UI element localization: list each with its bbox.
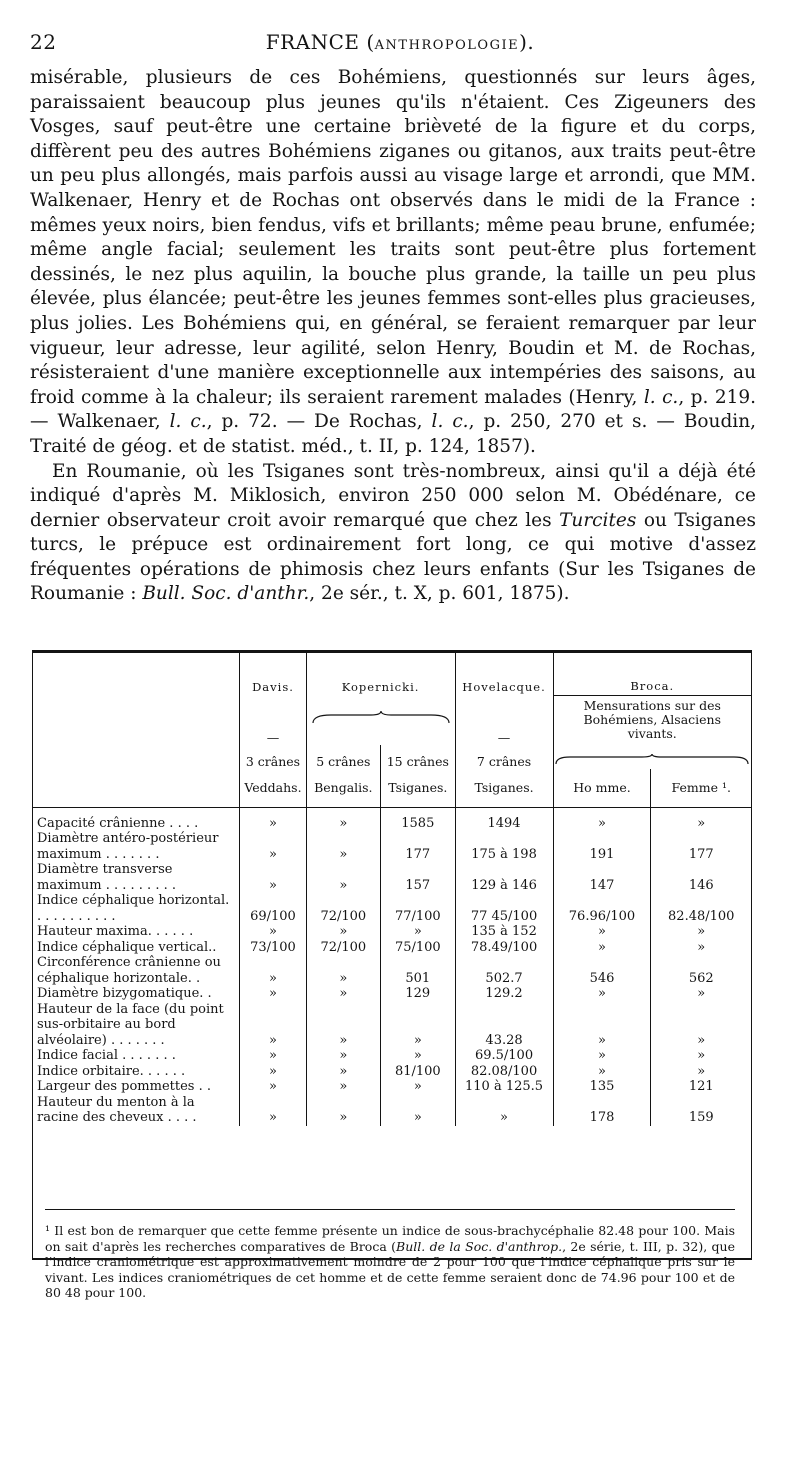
author-broca: Broca. xyxy=(553,653,751,695)
sample-davis: 3 crânes xyxy=(240,745,306,769)
table-cell: » xyxy=(553,940,651,956)
dash-hovelacque: — xyxy=(497,729,511,745)
table-row xyxy=(33,924,751,940)
paragraph-2 xyxy=(30,460,756,608)
table-row xyxy=(33,986,751,1002)
table-cell: » xyxy=(240,1048,306,1064)
paragraph-2-text: , 2e sér., t. X, p. 601, 1875). xyxy=(309,583,570,605)
table-cell: 562 xyxy=(651,955,751,986)
table-cell: 1585 xyxy=(381,807,456,831)
table-cell: 1494 xyxy=(487,815,521,831)
table-cell: 501 xyxy=(381,955,456,986)
author-davis: Davis. xyxy=(240,653,306,695)
table-cell: 191 xyxy=(553,831,651,862)
row-label: Hauteur du menton à la racine des cheveux . . . . xyxy=(37,1094,197,1125)
table-cell: 178 xyxy=(553,1095,651,1126)
italic-turcites: Turcites xyxy=(559,509,637,531)
table-cell: 69/100 xyxy=(240,893,306,924)
table-cell: » xyxy=(240,1002,306,1049)
table-cell: » xyxy=(553,986,651,1002)
table-cell: » xyxy=(240,1064,306,1080)
table-cell: » xyxy=(240,807,306,831)
table-row xyxy=(33,893,751,924)
table-cell: » xyxy=(651,1048,751,1064)
table-cell: » xyxy=(240,924,306,940)
paragraph-1-text: misérable, plusieurs de ces Bohémiens, questionnés sur leurs âges, paraissaient beaucoup plus jeunes qu'ils n'étaient. Ces Zigeuners des Vosges, sauf peut-être une certaine brièveté de la figure et du corps, diffèrent peu des autres Bohémiens ziganes ou gitanos, aux traits peut-être un peu plus allongés, mais parfois aussi au visage large et arrondi, que MM. Walkenaer, Henry et de Rochas ont observés dans le midi de la France : mêmes yeux noirs, bien fendus, vifs et brillants; même peau brune, enfumée; même angle facial; seulement les traits sont peut-être plus fortement dessinés, le nez plus aquilin, la bouche plus grande, la taille un peu plus élevée, plus élancée; peut-être les jeunes femmes sont-elles plus gracieuses, plus jolies. Les Bohémiens qui, en général, se feraient remarquer par leur vigueur, leur adresse, leur agilité, selon Henry, Boudin et M. de Rochas, résisteraient d'une manière exceptionnelle aux intempéries des saisons, au froid comme à la chaleur; ils seraient rarement malades (Henry, xyxy=(30,67,756,408)
table-cell: 75/100 xyxy=(381,940,456,956)
sample-hovelacque: 7 crânes xyxy=(476,753,532,769)
citation-lc: l. c. xyxy=(169,411,207,433)
table-cell: » xyxy=(381,1079,456,1095)
table-cell: » xyxy=(553,1048,651,1064)
table-cell: 177 xyxy=(651,831,751,862)
row-label: Indice céphalique horizontal. . . . . . . . . . . xyxy=(37,893,230,924)
table-row xyxy=(33,955,751,986)
table-cell: » xyxy=(381,1095,456,1126)
running-title-main: FRANCE ( xyxy=(265,30,375,54)
table-cell: 78.49/100 xyxy=(470,939,538,955)
table-cell: 135 xyxy=(553,1079,651,1095)
running-title-smallcaps: ANTHROPOLOGIE xyxy=(374,38,520,53)
table-cell: » xyxy=(651,807,751,831)
table-cell: » xyxy=(306,1095,381,1126)
broca-subtitle: Mensurations sur des Bohémiens, Alsaciens vivants. xyxy=(553,695,751,745)
table-cell: 82.08/100 xyxy=(470,1063,538,1079)
running-title-end: ). xyxy=(519,30,535,54)
measurements-table xyxy=(33,653,751,1126)
table-cell: » xyxy=(306,1064,381,1080)
table-row xyxy=(33,1048,751,1064)
group-kopernicki-1: Bengalis. xyxy=(306,769,381,807)
table-cell: » xyxy=(240,831,306,862)
table-cell: 129 xyxy=(381,986,456,1002)
citation-lc: l. c. xyxy=(643,386,679,408)
group-kopernicki-2: Tsiganes. xyxy=(381,769,456,807)
group-davis: Veddahs. xyxy=(240,769,306,807)
table-row xyxy=(33,1064,751,1080)
table-cell: » xyxy=(306,924,381,940)
table-cell: » xyxy=(240,986,306,1002)
table-cell: » xyxy=(306,807,381,831)
table-body xyxy=(33,807,751,1126)
dash-davis: — xyxy=(240,695,306,745)
table-cell: » xyxy=(553,1002,651,1049)
table-cell: » xyxy=(306,862,381,893)
table-cell: » xyxy=(381,1002,456,1049)
table-row xyxy=(33,807,751,831)
table-cell: » xyxy=(651,1064,751,1080)
row-label: Indice facial . . . . . . . xyxy=(37,1048,176,1063)
table-cell: » xyxy=(306,1002,381,1049)
table-cell: 121 xyxy=(651,1079,751,1095)
footnote-text: , 2e série, t. III, p. 32), que l'indice craniométrique est approximativement moindre de 2 pour 100 que l'indice céphalique pris sur le vivant. Les indices craniométriques de cet homme et de cette femme seraient donc de 74.96 pour 100 et de 80 48 pour 100. xyxy=(45,1238,735,1300)
brace-kopernicki xyxy=(306,695,455,745)
table-cell: » xyxy=(651,924,751,940)
row-label: Indice céphalique vertical.. xyxy=(37,939,217,955)
table-cell: 43.28 xyxy=(485,1032,523,1048)
page-header xyxy=(30,30,770,56)
paragraph-2-text: ou Tsiganes turcs, le prépuce est ordinairement fort long, ce qui motive d'assez fréquentes opérations de phimosis chez leurs enfants (Sur les Tsiganes de Roumanie : xyxy=(30,509,756,605)
table-cell: » xyxy=(306,1048,381,1064)
author-kopernicki: Kopernicki. xyxy=(306,653,455,695)
table-cell: » xyxy=(553,807,651,831)
row-label: Capacité crânienne . . . . xyxy=(37,815,199,831)
table-row xyxy=(33,1002,751,1049)
table-cell: » xyxy=(306,831,381,862)
table-cell: » xyxy=(381,1048,456,1064)
table-cell: » xyxy=(306,955,381,986)
table-cell: 77 45/100 xyxy=(470,908,538,924)
table-cell: » xyxy=(306,986,381,1002)
group-homme: Ho mme. xyxy=(553,769,651,807)
running-title xyxy=(30,30,770,54)
table-cell: » xyxy=(381,924,456,940)
table-cell: » xyxy=(651,986,751,1002)
table-cell: » xyxy=(553,1064,651,1080)
table-row xyxy=(33,1095,751,1126)
table-cell: 546 xyxy=(553,955,651,986)
table-cell: 77/100 xyxy=(381,893,456,924)
table-cell: 502.7 xyxy=(485,970,523,986)
row-label: Circonférence crânienne ou céphalique horizontale. . xyxy=(37,955,221,986)
table-cell: » xyxy=(240,862,306,893)
table-cell: » xyxy=(651,940,751,956)
row-label: Diamètre transverse maximum . . . . . . . . . xyxy=(37,862,176,893)
table-cell: » xyxy=(306,1079,381,1095)
citation-text: , p. 219. — Walkenaer, xyxy=(30,386,757,433)
table-cell: 72/100 xyxy=(306,893,381,924)
paragraph-1 xyxy=(30,66,756,460)
table-cell: » xyxy=(240,1079,306,1095)
table-cell: 110 à 125.5 xyxy=(465,1079,544,1094)
footnote xyxy=(45,1223,735,1301)
table-cell: » xyxy=(500,1110,509,1125)
table-cell: 69.5/100 xyxy=(474,1048,534,1063)
table-cell: 135 à 152 xyxy=(471,924,537,939)
table-cell: » xyxy=(240,955,306,986)
table-row xyxy=(33,862,751,893)
row-label: Largeur des pommettes . . xyxy=(37,1079,211,1094)
citation-lc: l. c. xyxy=(431,411,469,433)
footnote-italic: Bull. de la Soc. d'anthrop. xyxy=(396,1238,563,1254)
group-femme: Femme ¹. xyxy=(651,769,751,807)
table-cell: 159 xyxy=(651,1095,751,1126)
row-label: Diamètre bizygomatique. . xyxy=(37,986,212,1001)
page-number: 22 xyxy=(30,30,57,54)
table-cell: 129 à 146 xyxy=(471,877,537,893)
citation-text: , p. 250, 270 et s. — Boudin, Traité de géog. et de statist. méd., t. II, p. 124, 1857). xyxy=(30,411,757,457)
table-cell: 157 xyxy=(381,862,456,893)
measurements-table-box xyxy=(32,650,752,1300)
sample-kopernicki-2: 15 crânes xyxy=(381,745,456,769)
table-cell: » xyxy=(553,924,651,940)
table-cell: 76.96/100 xyxy=(553,893,651,924)
table-row xyxy=(33,1079,751,1095)
sample-kopernicki-1: 5 crânes xyxy=(306,745,381,769)
table-cell: 147 xyxy=(553,862,651,893)
italic-bulletin: Bull. Soc. d'anthr. xyxy=(142,583,310,605)
header-blank xyxy=(33,653,240,695)
table-cell: 177 xyxy=(381,831,456,862)
table-cell: 82.48/100 xyxy=(651,893,751,924)
table-cell: 81/100 xyxy=(381,1064,456,1080)
body-text xyxy=(30,66,756,607)
group-hovelacque: Tsiganes. xyxy=(455,769,553,807)
table-cell: 73/100 xyxy=(240,940,306,956)
brace-icon xyxy=(554,754,750,766)
author-hovelacque: Hovelacque. xyxy=(462,679,546,694)
row-label: Indice orbitaire. . . . . . xyxy=(37,1063,186,1079)
row-label: Hauteur de la face (du point sus-orbitaire au bord alvéolaire) . . . . . . . xyxy=(37,1001,224,1048)
row-label: Hauteur maxima. . . . . . xyxy=(37,924,194,939)
table-cell: 129.2 xyxy=(485,986,523,1001)
citation-text: , p. 72. — De Rochas, xyxy=(206,411,432,433)
brace-icon xyxy=(311,711,451,725)
table-cell: » xyxy=(651,1002,751,1049)
row-label: Diamètre antéro-postérieur maximum . . . . . . . xyxy=(37,831,219,862)
table-row xyxy=(33,940,751,956)
table-cell: 72/100 xyxy=(306,940,381,956)
table-cell: 175 à 198 xyxy=(471,846,537,862)
table-cell: » xyxy=(240,1095,306,1126)
paragraph-2-text: En Roumanie, où les Tsiganes sont très-nombreux, ainsi qu'il a déjà été indiqué d'après M. Miklosich, environ 250 000 selon M. Obédénare, ce dernier observateur croit avoir remarqué que chez les xyxy=(30,460,756,531)
footnote-divider xyxy=(45,1209,735,1210)
footnote-text: ¹ Il est bon de remarquer que cette femme présente un indice de sous-brachycéphalie 82.48 pour 100. Mais on sait d'après les recherches comparatives de Broca ( xyxy=(45,1223,735,1254)
table-cell: 146 xyxy=(651,862,751,893)
table-row xyxy=(33,831,751,862)
